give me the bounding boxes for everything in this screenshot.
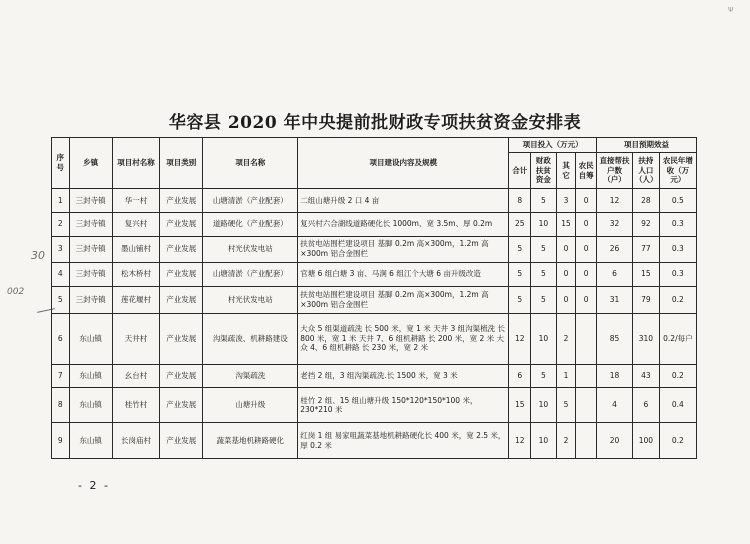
header-investment-group: 项目投入（万元） (509, 138, 597, 153)
cell-total: 5 (509, 262, 531, 286)
cell-self-raised (576, 364, 597, 388)
cell-households: 18 (596, 364, 632, 388)
cell-households: 4 (596, 388, 632, 423)
document-title: 华容县 2020 年中央提前批财政专项扶贫资金安排表 (168, 113, 582, 133)
cell-content: 复兴村六合湖线道路硬化长 1000m、宽 3.5m、厚 0.2m (298, 212, 509, 236)
cell-seq: 3 (52, 236, 70, 262)
cell-other: 1 (556, 364, 576, 388)
table-row (52, 286, 697, 313)
cell-category: 产业发展 (160, 236, 203, 262)
cell-seq: 1 (52, 189, 70, 213)
cell-fiscal: 5 (531, 189, 557, 213)
cell-people: 77 (632, 236, 659, 262)
cell-self-raised: 0 (576, 189, 597, 213)
page-number: - 2 - (78, 479, 110, 492)
table-row (52, 423, 697, 459)
header-self-raised: 农民自筹 (576, 153, 597, 189)
header-other: 其它 (556, 153, 576, 189)
header-people: 扶持人口（人） (632, 153, 659, 189)
table-row (52, 313, 697, 364)
cell-self-raised (576, 423, 597, 459)
header-households: 直接帮扶户数（户） (596, 153, 632, 189)
header-category: 项目类别 (160, 138, 203, 189)
table-body (52, 189, 697, 459)
cell-other: 0 (556, 236, 576, 262)
header-village: 项目村名称 (112, 138, 159, 189)
cell-township: 东山镇 (69, 313, 112, 364)
cell-people: 15 (632, 262, 659, 286)
header-total: 合计 (509, 153, 531, 189)
cell-other: 0 (556, 262, 576, 286)
cell-village: 墨山铺村 (112, 236, 159, 262)
handwritten-mark-002: 002 (7, 287, 25, 297)
cell-category: 产业发展 (160, 286, 203, 313)
cell-project-name: 山塘清淤（产业配套） (203, 262, 298, 286)
header-content: 项目建设内容及规模 (298, 138, 509, 189)
cell-village: 华一村 (112, 189, 159, 213)
cell-fiscal: 5 (531, 364, 557, 388)
cell-total: 12 (509, 423, 531, 459)
cell-households: 32 (596, 212, 632, 236)
cell-people: 6 (632, 388, 659, 423)
cell-village: 天井村 (112, 313, 159, 364)
header-project-name: 项目名称 (203, 138, 298, 189)
cell-total: 6 (509, 364, 531, 388)
cell-project-name: 沟渠疏洗 (203, 364, 298, 388)
cell-category: 产业发展 (160, 189, 203, 213)
cell-village: 幺台村 (112, 364, 159, 388)
cell-self-raised: 0 (576, 236, 597, 262)
cell-self-raised: 0 (576, 212, 597, 236)
cell-self-raised: 0 (576, 286, 597, 313)
cell-people: 310 (632, 313, 659, 364)
cell-other: 2 (556, 313, 576, 364)
header-income: 农民年增收（万元） (659, 153, 696, 189)
cell-income: 0.3 (659, 262, 696, 286)
cell-people: 43 (632, 364, 659, 388)
cell-project-name: 山塘清淤（产业配套） (203, 189, 298, 213)
cell-income: 0.2/每户 (659, 313, 696, 364)
table-row (52, 364, 697, 388)
cell-people: 92 (632, 212, 659, 236)
cell-content: 桂竹 2 组、15 组山塘升级 150*120*150*100 米，230*210 米 (298, 388, 509, 423)
table-row (52, 212, 697, 236)
cell-category: 产业发展 (160, 313, 203, 364)
cell-income: 0.5 (659, 189, 696, 213)
cell-total: 15 (509, 388, 531, 423)
cell-content: 官塘 6 组白塘 3 亩、马涧 6 组江个大塘 6 亩升级改造 (298, 262, 509, 286)
header-seq: 序号 (52, 138, 70, 189)
cell-other: 3 (556, 189, 576, 213)
cell-households: 6 (596, 262, 632, 286)
cell-total: 8 (509, 189, 531, 213)
cell-category: 产业发展 (160, 423, 203, 459)
cell-seq: 2 (52, 212, 70, 236)
cell-project-name: 山塘升级 (203, 388, 298, 423)
cell-income: 0.3 (659, 212, 696, 236)
cell-total: 5 (509, 286, 531, 313)
cell-self-raised: 0 (576, 262, 597, 286)
cell-content: 大众 5 组渠道疏洗 长 500 米，宽 1 米 天井 3 组沟渠梳洗 长 800 米，宽 1 米 天井 7、6 组机耕路 长 200 米，宽 2 米 大众 4、6 组机耕路 长 230 米，宽 2 米 (298, 313, 509, 364)
cell-category: 产业发展 (160, 262, 203, 286)
cell-fiscal: 5 (531, 286, 557, 313)
cell-fiscal: 10 (531, 212, 557, 236)
cell-fiscal: 10 (531, 313, 557, 364)
cell-village: 莲花堰村 (112, 286, 159, 313)
cell-other: 2 (556, 423, 576, 459)
handwritten-mark-30: 30 (31, 249, 45, 262)
cell-total: 5 (509, 236, 531, 262)
cell-seq: 5 (52, 286, 70, 313)
table-row (52, 189, 697, 213)
cell-households: 20 (596, 423, 632, 459)
cell-village: 复兴村 (112, 212, 159, 236)
cell-households: 31 (596, 286, 632, 313)
cell-income: 0.4 (659, 388, 696, 423)
cell-income: 0.2 (659, 286, 696, 313)
cell-income: 0.2 (659, 423, 696, 459)
cell-income: 0.2 (659, 364, 696, 388)
cell-other: 5 (556, 388, 576, 423)
funding-table (51, 137, 697, 459)
cell-township: 三封寺镇 (69, 236, 112, 262)
cell-project-name: 道路硬化（产业配套） (203, 212, 298, 236)
cell-seq: 8 (52, 388, 70, 423)
cell-fiscal: 5 (531, 236, 557, 262)
cell-fiscal: 5 (531, 262, 557, 286)
cell-people: 28 (632, 189, 659, 213)
cell-content: 老挡 2 组，3 组沟渠疏洗.长 1500 米，宽 3 米 (298, 364, 509, 388)
cell-category: 产业发展 (160, 212, 203, 236)
cell-other: 0 (556, 286, 576, 313)
cell-total: 12 (509, 313, 531, 364)
cell-content: 扶贫电站围栏建设项目 基脚 0.2m 高×300m，1.2m 高×300m 铝合金围栏 (298, 236, 509, 262)
cell-project-name: 蔬菜基地机耕路硬化 (203, 423, 298, 459)
cell-other: 15 (556, 212, 576, 236)
cell-project-name: 村光伏发电站 (203, 286, 298, 313)
cell-total: 25 (509, 212, 531, 236)
cell-fiscal: 10 (531, 423, 557, 459)
cell-township: 东山镇 (69, 388, 112, 423)
cell-content: 红岗 1 组 易家咀蔬菜基地机耕路硬化长 400 米，宽 2.5 米，厚 0.2 米 (298, 423, 509, 459)
cell-village: 松木桥村 (112, 262, 159, 286)
table-row (52, 262, 697, 286)
cell-township: 三封寺镇 (69, 212, 112, 236)
cell-households: 26 (596, 236, 632, 262)
cell-content: 扶贫电站围栏建设项目 基脚 0.2m 高×300m，1.2m 高×300m 铝合金围栏 (298, 286, 509, 313)
cell-households: 85 (596, 313, 632, 364)
cell-income: 0.3 (659, 236, 696, 262)
cell-seq: 9 (52, 423, 70, 459)
cell-fiscal: 10 (531, 388, 557, 423)
header-benefit-group: 项目预期效益 (596, 138, 696, 153)
cell-village: 桂竹村 (112, 388, 159, 423)
header-fiscal: 财政扶贫资金 (531, 153, 557, 189)
cell-seq: 4 (52, 262, 70, 286)
cell-content: 二组山塘升级 2 口 4 亩 (298, 189, 509, 213)
cell-seq: 7 (52, 364, 70, 388)
cell-project-name: 村光伏发电站 (203, 236, 298, 262)
header-township: 乡镇 (69, 138, 112, 189)
cell-people: 100 (632, 423, 659, 459)
table-row (52, 388, 697, 423)
cell-township: 东山镇 (69, 423, 112, 459)
corner-mark: Ψ (728, 6, 734, 14)
cell-village: 长岗庙村 (112, 423, 159, 459)
cell-seq: 6 (52, 313, 70, 364)
cell-category: 产业发展 (160, 364, 203, 388)
cell-category: 产业发展 (160, 388, 203, 423)
cell-self-raised (576, 313, 597, 364)
cell-township: 东山镇 (69, 364, 112, 388)
cell-township: 三封寺镇 (69, 262, 112, 286)
cell-township: 三封寺镇 (69, 189, 112, 213)
table-row (52, 236, 697, 262)
cell-households: 12 (596, 189, 632, 213)
cell-self-raised (576, 388, 597, 423)
cell-project-name: 沟渠疏浚、机耕路建设 (203, 313, 298, 364)
cell-people: 79 (632, 286, 659, 313)
cell-township: 三封寺镇 (69, 286, 112, 313)
